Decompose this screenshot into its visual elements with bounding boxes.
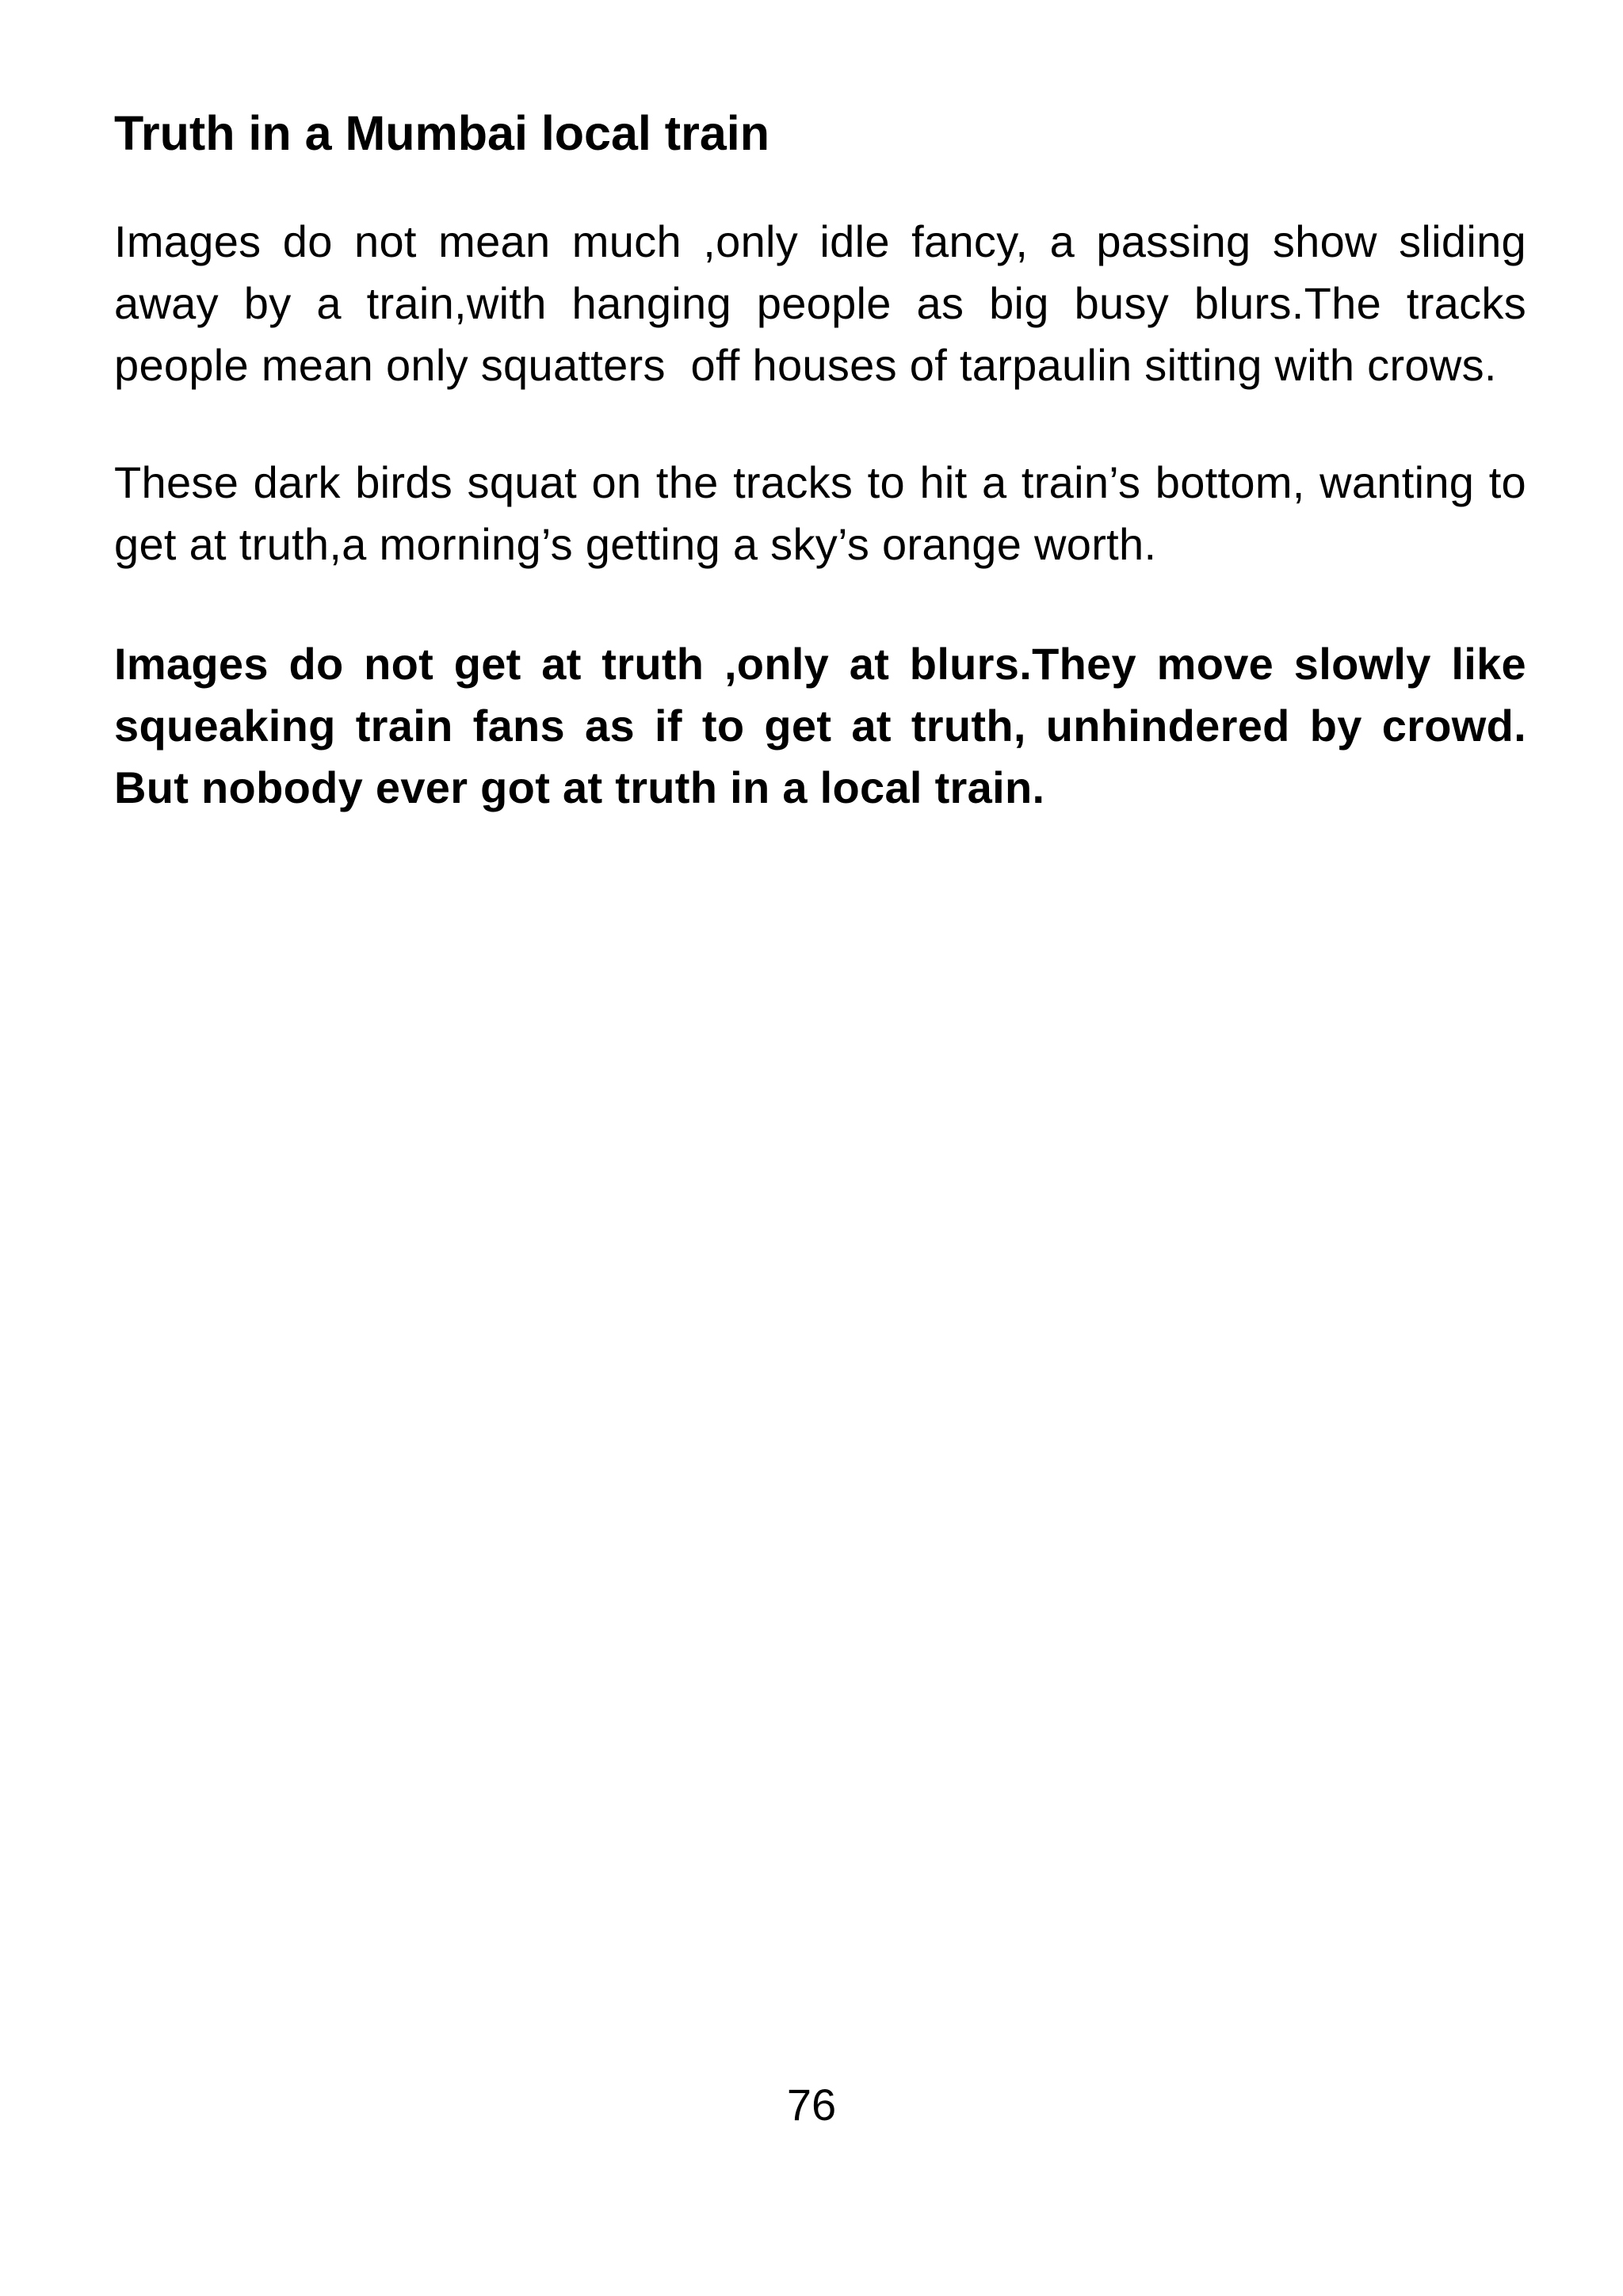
paragraph-2: These dark birds squat on the tracks to hit a train’s bottom, wanting to get at truth,a morning’s getting a sky’s orange worth. [114,457,1539,569]
paragraph-3-bold: Images do not get at truth ,only at blurs.They move slowly like squeaking train fans as if to get at truth, unhindered by crowd. But nobody ever got at truth in a local train. [114,639,1539,812]
page-content [114,98,1539,819]
page-number: 76 [786,2080,837,2130]
poem-title: Truth in a Mumbai local train [114,106,769,160]
paragraph-1: Images do not mean much ,only idle fancy, a passing show sliding away by a train,with hanging people as big busy blurs.The tracks people mean only squatters off houses of tarpaulin sitting with crows. [114,216,1539,390]
